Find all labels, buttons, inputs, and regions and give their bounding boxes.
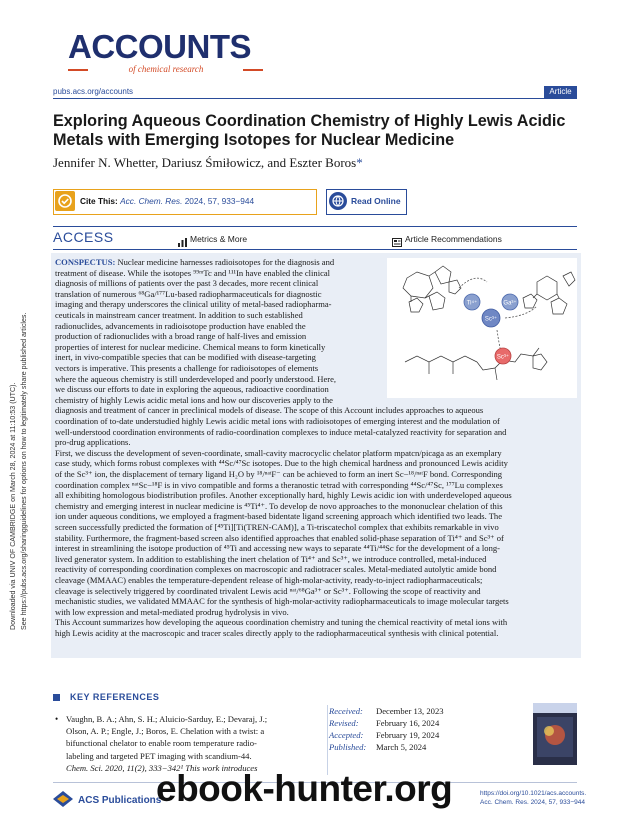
download-notice-line2: See https://pubs.acs.org/sharingguidelines for options on how to legitimately share published articles.: [20, 312, 28, 630]
accepted-label: Accepted:: [329, 730, 364, 740]
download-notice: [1, 250, 33, 630]
conspectus-line: pro-drug applications.: [55, 437, 131, 448]
cite-this-text[interactable]: [80, 196, 254, 206]
journal-cover-thumbnail[interactable]: [533, 703, 577, 765]
conspectus-line: well-understood coordination environments of radio-coordination complexes to induce metal-catalyzed reactivity for separation and: [55, 426, 507, 437]
conspectus-line: all exhibiting homologous biodistribution profiles. Another exceptionally hard, highly Lewis acidic ion with underdeveloped aqueous: [55, 490, 512, 501]
header-rule: [53, 98, 577, 99]
conspectus-line: ion under aqueous conditions, we employed a fragment-based bidentate ligand screening approach which identified two leads. The: [55, 511, 502, 522]
ion-label: Ti⁴⁺: [466, 300, 478, 307]
conspectus-line: cleavage is selectively triggered by coordinated trivalent Lewis acid ⁿᵃᵗ/⁶⁸Ga³⁺ or Sc³⁺. Following the scope of reactivity and: [55, 585, 481, 596]
list-bullet: •: [55, 714, 59, 724]
toc-graphic: [387, 258, 577, 398]
conspectus-line: case study, which forms robust complexes with ⁴⁴Sc/⁴⁷Sc isotopes. Due to the high chemical hardness and pronounced Lewis acidity: [55, 458, 508, 469]
reference-line: labeling and targeted PET imaging with scandium-44.: [66, 750, 252, 761]
cite-journal[interactable]: Acc. Chem. Res.: [120, 196, 183, 206]
revised-label: Revised:: [329, 718, 359, 728]
conspectus-line: radionuclides, advancements in radioisotope production have enabled the: [55, 320, 306, 331]
conspectus-line: of the Sc³⁺ ion, the displacement of ternary ligand H₂O by ¹⁸/ⁿᵃᵗF⁻ can be achieved to form an inert Sc−¹⁸/ⁿᵃᵗF bond. Corresponding: [55, 469, 503, 479]
access-label: ACCESS: [53, 229, 114, 245]
article-type-badge: Article: [544, 86, 577, 98]
corresponding-author-mark[interactable]: *: [356, 155, 363, 170]
conspectus-line: translation of numerous ⁶⁸Ga/¹⁷⁷Lu-based radiopharmaceuticals for diagnostic: [55, 288, 322, 299]
conspectus-line: vectors is imperative. This presents a challenge for radioisotopes of elements: [55, 363, 319, 373]
ion-gallium: [502, 294, 518, 310]
article-recommendations-link[interactable]: Article Recommendations: [405, 234, 502, 244]
metrics-more-link[interactable]: Metrics & More: [190, 234, 248, 244]
conspectus-line: This Account summarizes how developing the aqueous coordination chemistry and tuning the chemical reactivity of metal ions with: [55, 617, 508, 628]
conspectus-line: screen successfully predicted the formation of [⁴⁵Ti][Ti(TREN-CAM)], a Ti-triscatechol complex that exhibits remarkable in vivo: [55, 522, 499, 532]
download-notice-line1: Downloaded via UNIV OF CAMBRIDGE on March 28, 2024 at 11:10:53 (UTC).: [9, 382, 17, 630]
published-label: Published:: [329, 742, 367, 752]
ion-scandium-center: [482, 309, 500, 327]
conspectus-line: treatment of disease. While the isotopes ⁹⁹ᵐTc and ¹¹¹In have enabled the clinical: [55, 267, 331, 278]
conspectus-line: diagnosis and treatment of cancer in preclinical models of disease. The scope of this Account includes approaches to aqueous: [55, 405, 484, 416]
conspectus-line: mechanistic studies, we validated MMAAC for the synthesis of high-molar-activity radiopharmaceuticals to image molecular targets: [55, 596, 509, 607]
conspectus-line: interest in streamlining the isotope production of ⁴⁵Ti and accessing new ways to separate ⁴⁴Ti/⁴⁴Sc for the development of a long-: [55, 543, 500, 554]
author-list: [53, 155, 363, 171]
revised-date: February 16, 2024: [376, 718, 440, 728]
logo-rule-right: [243, 69, 263, 71]
author-names[interactable]: Jennifer N. Whetter, Dariusz Śmiłowicz, and Eszter Boros: [53, 155, 357, 170]
conspectus-lead: CONSPECTUS:: [55, 257, 116, 267]
conspectus-line: First, we discuss the development of seven-coordinate, small-cavity macrocyclic chelator platform mpatcn/picaga as an exemplary: [55, 447, 502, 458]
conspectus-line: properties of interest for nuclear medicine. Chemical means to form kinetically: [55, 341, 326, 352]
reference-line: Olson, A. P.; Engle, J.; Boros, E. Chelation with a twist: a: [66, 726, 265, 737]
conspectus-line: chemistry of highly Lewis acidic metal ions and how our discoveries apply to the: [55, 394, 333, 405]
conspectus-text: Nuclear medicine harnesses radioisotopes for the diagnosis and: [115, 257, 335, 267]
ion-label: Ga³⁺: [503, 300, 517, 307]
conspectus-line: lived generator system. In addition to establishing the inert chelation of Ti⁴⁺ and Sc³⁺, we introduce controlled, metal-induced: [55, 553, 487, 564]
journal-logo-subtitle: of chemical research: [128, 64, 204, 74]
received-date: December 13, 2023: [376, 706, 444, 716]
article-list-icon: [392, 234, 402, 252]
globe-icon: [329, 192, 347, 210]
reference-line: bifunctional chelator to enable room temperature radio-: [66, 738, 257, 749]
cite-label: Cite This:: [80, 196, 118, 206]
conspectus-line: where the aqueous chemistry is still underdeveloped and poorly understood. Here,: [55, 373, 337, 384]
conspectus-line: coordination of to-date understudied highly Lewis acidic metal ions with radioisotopes of emerging interest and the modulation of: [55, 416, 500, 426]
section-marker: [53, 694, 60, 701]
conspectus-line: reactivity of corresponding coordination complexes on macroscopic and radiotracer scales. Metal-mediated autolytic amide bond: [55, 564, 497, 575]
acs-logo-icon: [53, 791, 73, 812]
conspectus-line: imaging and therapy underscores the clinical utility of metal-based radiopharma-: [55, 299, 332, 310]
conspectus-line: high Lewis acidity at the macroscopic and tracer scales directly apply to the radiopharmaceutical synthesis with clinical potential.: [55, 628, 499, 638]
reference-line[interactable]: Chem. Sci. 2020, 11(2), 333−342¹ This work introduces: [66, 762, 258, 773]
conspectus-line: we discuss our efforts to date in exploring the aqueous, radioactive coordination: [55, 384, 329, 395]
read-online-label[interactable]: Read Online: [351, 196, 401, 206]
checkmark-icon: [55, 191, 75, 211]
conspectus-line: [55, 257, 381, 268]
accepted-date: February 19, 2024: [376, 730, 440, 740]
acs-publications-link[interactable]: ACS Publications: [78, 795, 162, 806]
ion-titanium: [464, 294, 480, 310]
conspectus-line: diagnosis of millions of patients over the past 3 decades, more recent clinical: [55, 278, 319, 289]
ion-label: Sc³⁺: [496, 354, 510, 361]
doi-link[interactable]: https://doi.org/10.1021/acs.accounts.: [480, 790, 587, 797]
received-label: Received:: [329, 706, 363, 716]
conspectus-line: ceuticals in mainstream cancer treatment. In addition to such established: [55, 310, 303, 320]
conspectus-line: cleavage (MMAAC) enables the temperature-dependent release of high-molar-activity, ready-to-inject radiopharmaceuticals;: [55, 575, 483, 585]
key-references-heading: KEY REFERENCES: [70, 692, 160, 702]
cite-detail: 2024, 57, 933−944: [184, 196, 255, 206]
conspectus-line: production of radionuclides with a broad range of half-lives and emission: [55, 331, 307, 342]
conspectus-line: coordination complex ⁿᵃᵗSc−¹⁸F is in vivo compatible and forms a theranostic tetrad with corresponding ⁴⁴Sc/⁴⁷Sc, ¹⁷⁷Lu complexes: [55, 479, 503, 490]
ion-scandium-peptide: [495, 348, 511, 364]
conspectus-line: inert, in vivo-compatible species that can be modified with disease-targeting: [55, 352, 316, 363]
published-date: March 5, 2024: [376, 742, 427, 752]
key-reference-item: [66, 713, 304, 774]
conspectus-line: chemistry and emerging interest in nuclear medicine is ⁴⁵Ti⁴⁺. To develop de novo approaches to the mononuclear chelation of this: [55, 500, 503, 511]
article-title: Exploring Aqueous Coordination Chemistry of Highly Lewis Acidic Metals with Emerging Isotopes for Nuclear Medicine: [53, 112, 566, 149]
page-range: Acc. Chem. Res. 2024, 57, 933−944: [480, 799, 585, 806]
conspectus-line: stability. Furthermore, the fragment-based screen also identified approaches that enabled solid-phase separation of Ti⁴⁺ and Sc³⁺ of: [55, 532, 504, 543]
logo-rule-left: [68, 69, 88, 71]
journal-url-link[interactable]: pubs.acs.org/accounts: [53, 87, 134, 96]
footer-citation: [480, 789, 586, 807]
reference-line: Vaughn, B. A.; Ahn, S. H.; Aluicio-Sarduy, E.; Devaraj, J.;: [66, 714, 268, 724]
journal-logo[interactable]: ACCOUNTS: [68, 28, 251, 65]
bar-chart-icon: [178, 234, 187, 252]
ion-label: Sc³⁺: [484, 316, 498, 323]
conspectus-line: with low expression and metal-mediated prodrug hydrolysis in vivo.: [55, 606, 289, 617]
watermark: ebook-hunter.org: [156, 768, 453, 809]
